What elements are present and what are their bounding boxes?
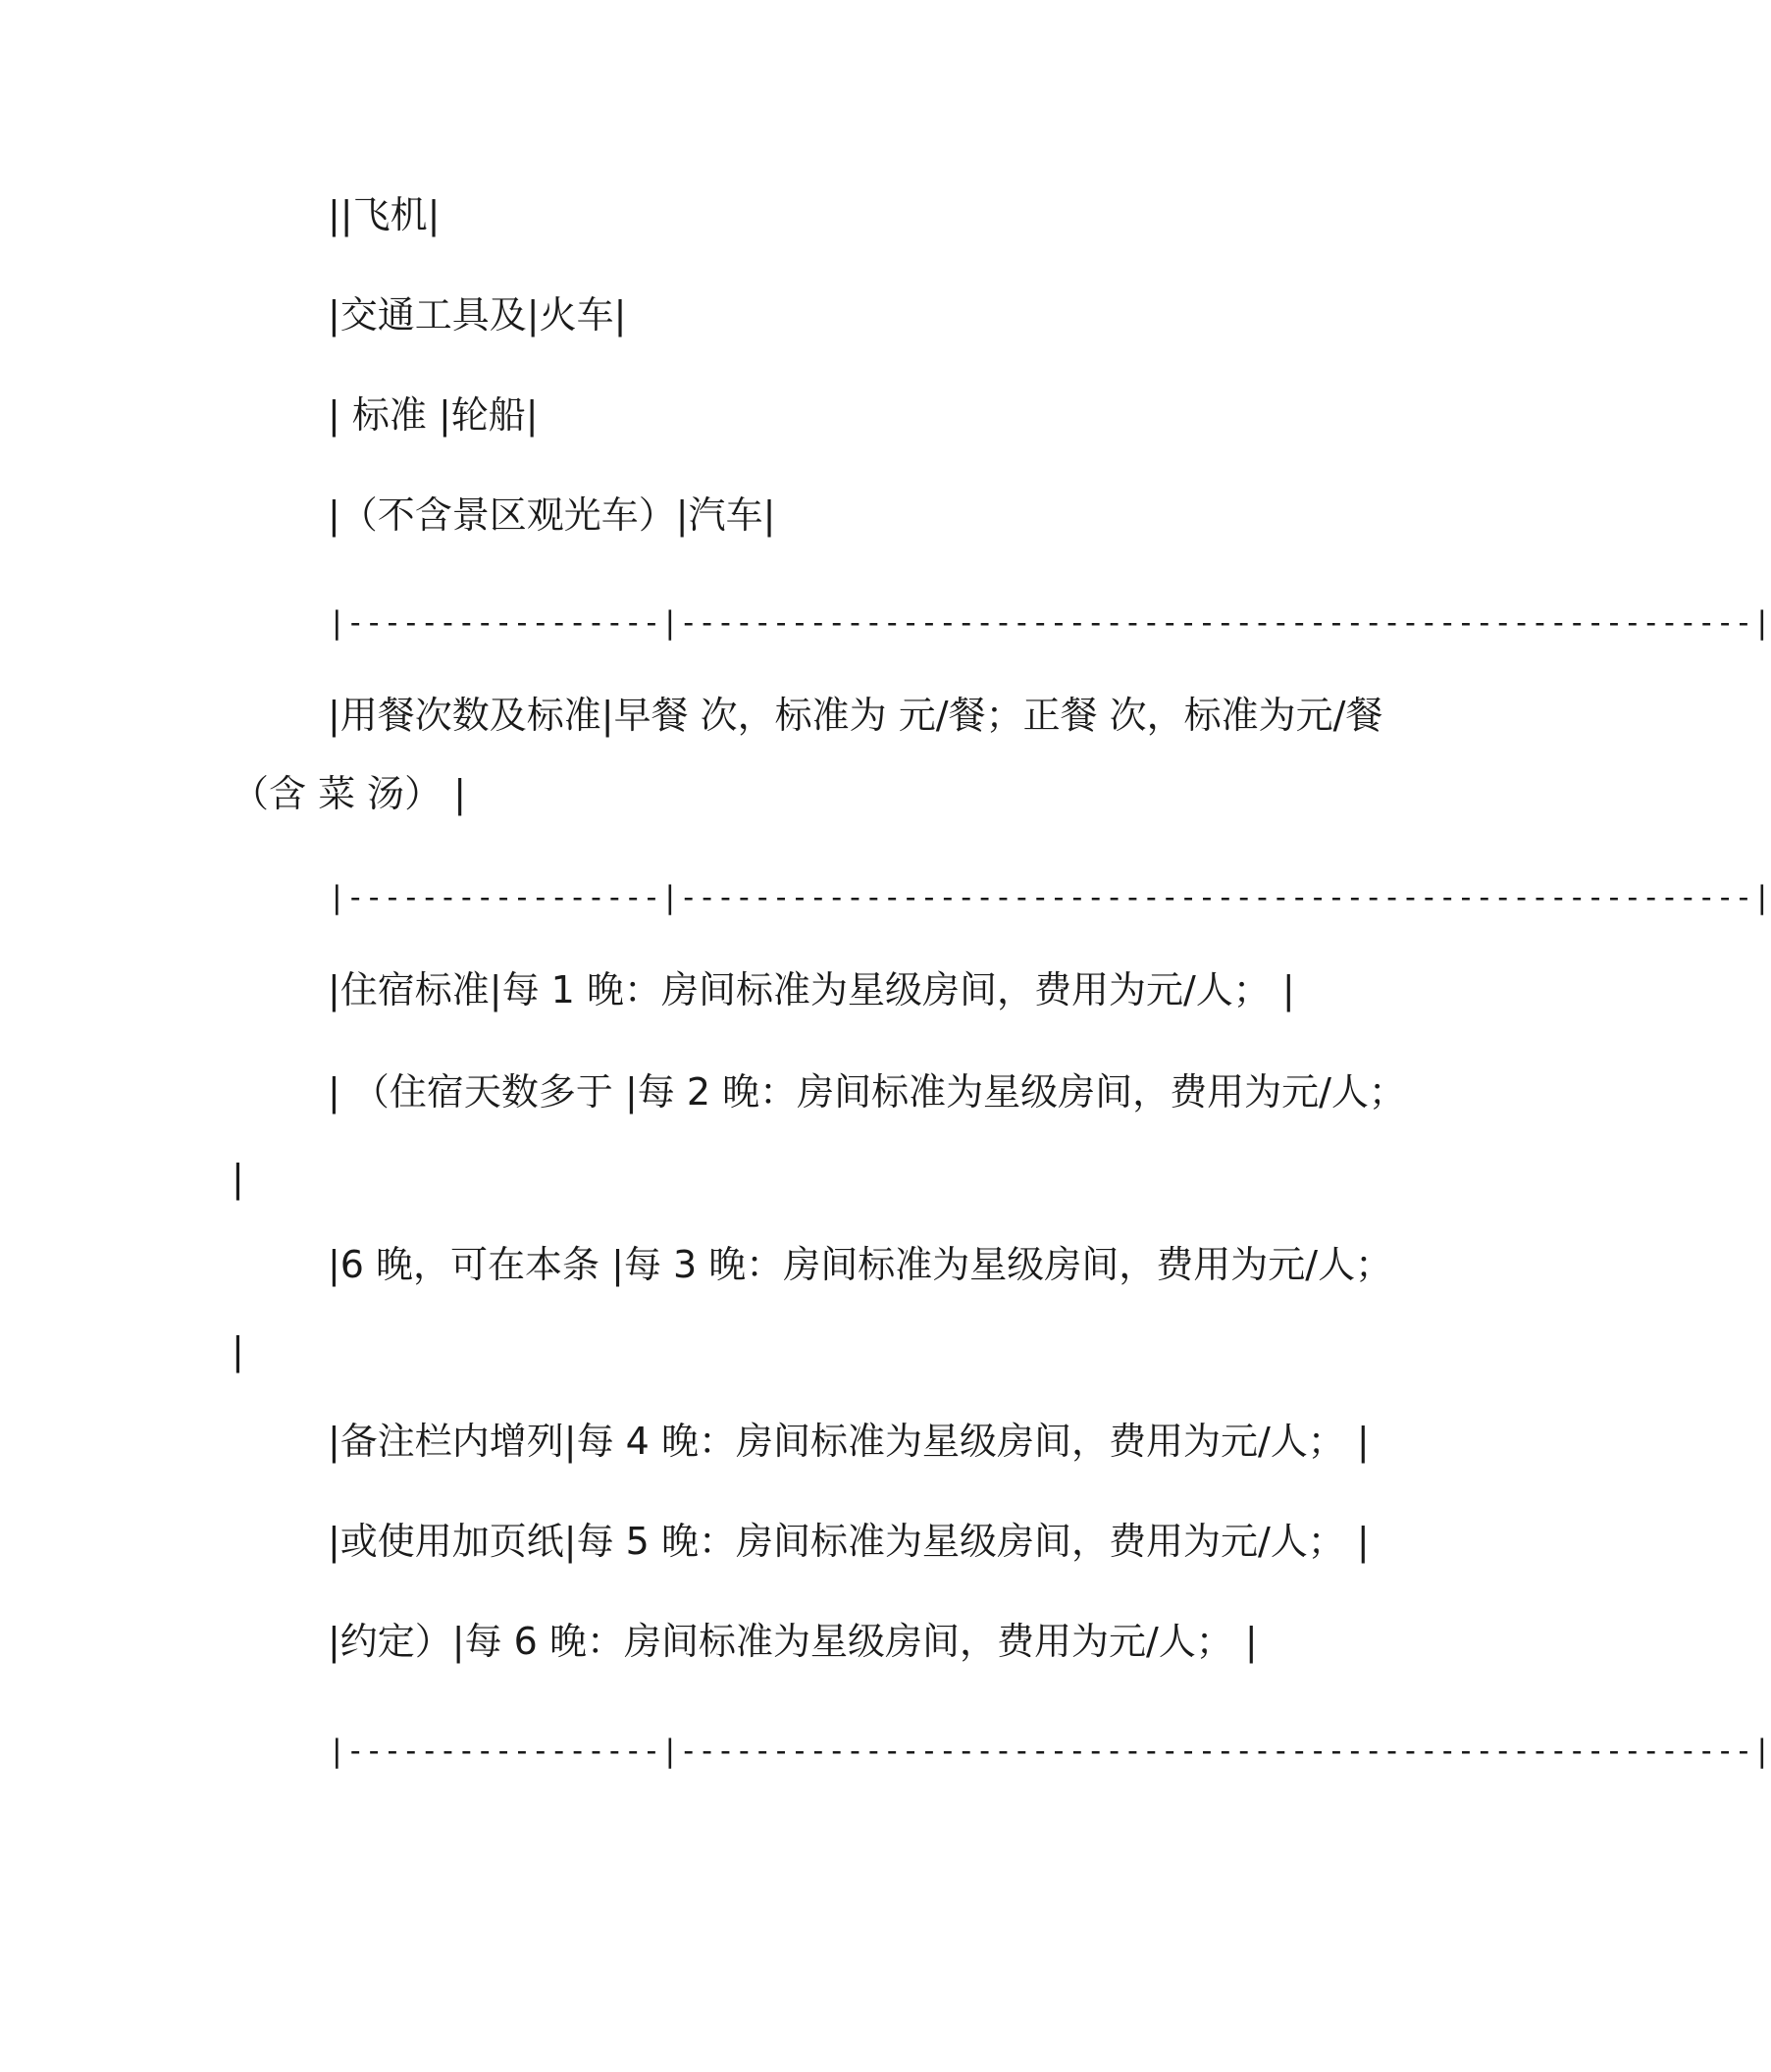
separator-line-1: |-----------------|----------------------------------------------------------| — [328, 605, 1771, 641]
text-line-lodging-2: | （住宿天数多于 |每 2 晚：房间标准为星级房间，费用为元/人； — [328, 1070, 1406, 1114]
separator-line-3: |-----------------|----------------------------------------------------------| — [328, 1734, 1771, 1769]
text-line-lodging-3-end: | — [232, 1329, 244, 1373]
text-line-flight: ||飞机| — [328, 193, 441, 236]
text-line-lodging-6: |约定）|每 6 晚：房间标准为星级房间，费用为元/人； | — [328, 1620, 1258, 1663]
text-line-train: |交通工具及|火车| — [328, 293, 627, 337]
text-line-meals-continued: （含 菜 汤） | — [232, 772, 467, 815]
text-line-lodging-1: |住宿标准|每 1 晚：房间标准为星级房间，费用为元/人； | — [328, 968, 1295, 1011]
text-line-car: |（不含景区观光车）|汽车| — [328, 493, 776, 537]
text-line-lodging-3: |6 晚，可在本条 |每 3 晚：房间标准为星级房间，费用为元/人； — [328, 1243, 1393, 1286]
text-line-lodging-4: |备注栏内增列|每 4 晚：房间标准为星级房间，费用为元/人； | — [328, 1420, 1370, 1463]
text-line-ship: | 标准 |轮船| — [328, 393, 539, 437]
separator-line-2: |-----------------|----------------------------------------------------------| — [328, 880, 1771, 915]
text-line-lodging-2-end: | — [232, 1157, 244, 1200]
text-line-meals: |用餐次数及标准|早餐 次，标准为 元/餐；正餐 次，标准为元/餐 — [328, 694, 1383, 737]
text-line-lodging-5: |或使用加页纸|每 5 晚：房间标准为星级房间，费用为元/人； | — [328, 1520, 1370, 1563]
